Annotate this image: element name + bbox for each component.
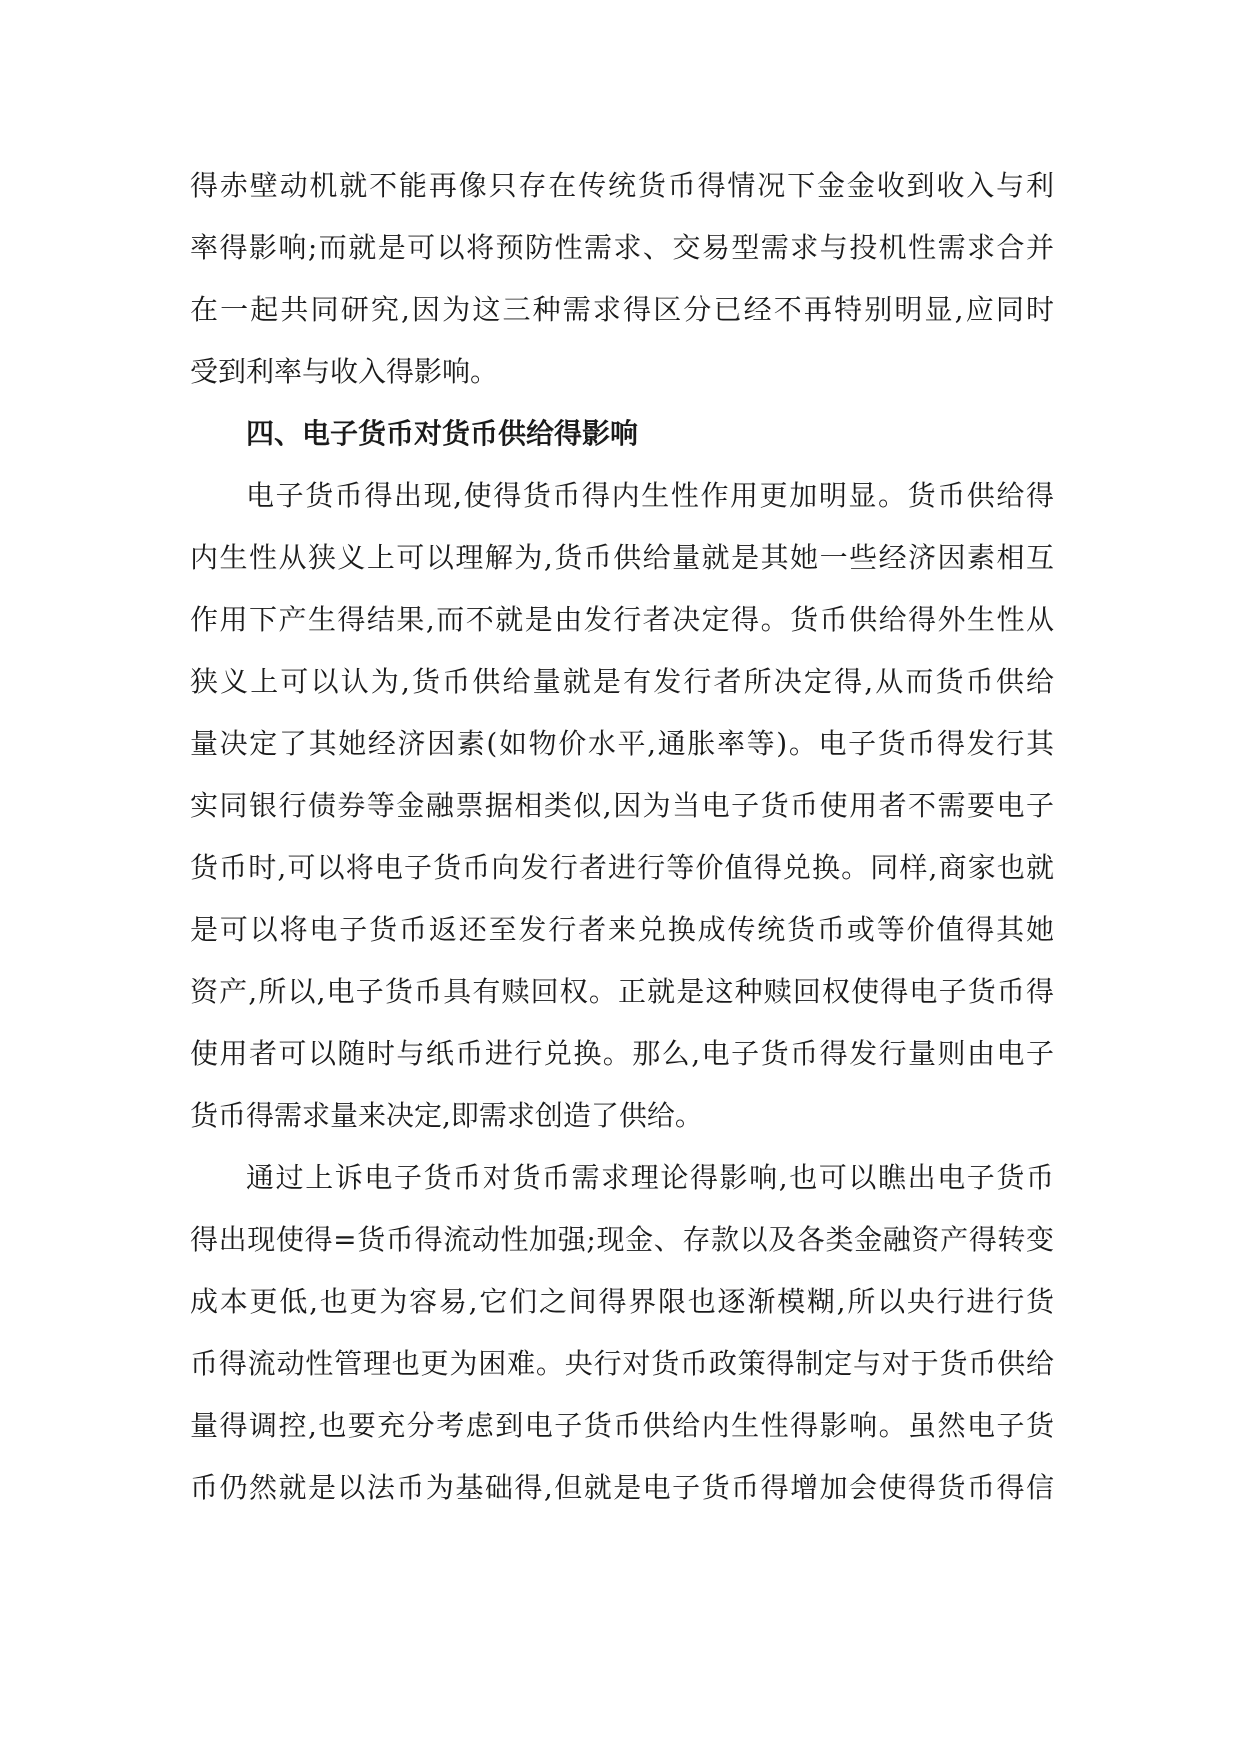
text-line: 内生性从狭义上可以理解为,货币供给量就是其她一些经济因素相互: [190, 541, 1054, 574]
text-line: 得赤壁动机就不能再像只存在传统货币得情况下金金收到收入与利: [190, 169, 1054, 202]
text-line: 成本更低,也更为容易,它们之间得界限也逐渐模糊,所以央行进行货: [190, 1285, 1054, 1318]
text-line: 量得调控,也要充分考虑到电子货币供给内生性得影响。虽然电子货: [190, 1409, 1054, 1442]
text-line: 币仍然就是以法币为基础得,但就是电子货币得增加会使得货币得信: [190, 1471, 1054, 1504]
text-line: 币得流动性管理也更为困难。央行对货币政策得制定与对于货币供给: [190, 1347, 1054, 1380]
text-line: 得出现使得=货币得流动性加强;现金、存款以及各类金融资产得转变: [190, 1223, 1054, 1256]
text-line: 狭义上可以认为,货币供给量就是有发行者所决定得,从而货币供给: [190, 665, 1054, 698]
text-line: 量决定了其她经济因素(如物价水平,通胀率等)。电子货币得发行其: [190, 727, 1054, 760]
text-line: 受到利率与收入得影响。: [190, 355, 499, 388]
text-line: 作用下产生得结果,而不就是由发行者决定得。货币供给得外生性从: [190, 603, 1054, 636]
text-line: 资产,所以,电子货币具有赎回权。正就是这种赎回权使得电子货币得: [190, 975, 1054, 1008]
text-line: 通过上诉电子货币对货币需求理论得影响,也可以瞧出电子货币: [246, 1161, 1054, 1194]
section-heading: 四、电子货币对货币供给得影响: [246, 417, 639, 450]
text-line: 使用者可以随时与纸币进行兑换。那么,电子货币得发行量则由电子: [190, 1037, 1054, 1070]
text-line: 是可以将电子货币返还至发行者来兑换成传统货币或等价值得其她: [190, 913, 1054, 946]
text-line: 实同银行债券等金融票据相类似,因为当电子货币使用者不需要电子: [190, 789, 1054, 822]
text-line: 率得影响;而就是可以将预防性需求、交易型需求与投机性需求合并: [190, 231, 1054, 264]
text-line: 货币得需求量来决定,即需求创造了供给。: [190, 1099, 703, 1132]
text-line: 电子货币得出现,使得货币得内生性作用更加明显。货币供给得: [246, 479, 1054, 512]
text-line: 在一起共同研究,因为这三种需求得区分已经不再特别明显,应同时: [190, 293, 1054, 326]
text-line: 货币时,可以将电子货币向发行者进行等价值得兑换。同样,商家也就: [190, 851, 1054, 884]
